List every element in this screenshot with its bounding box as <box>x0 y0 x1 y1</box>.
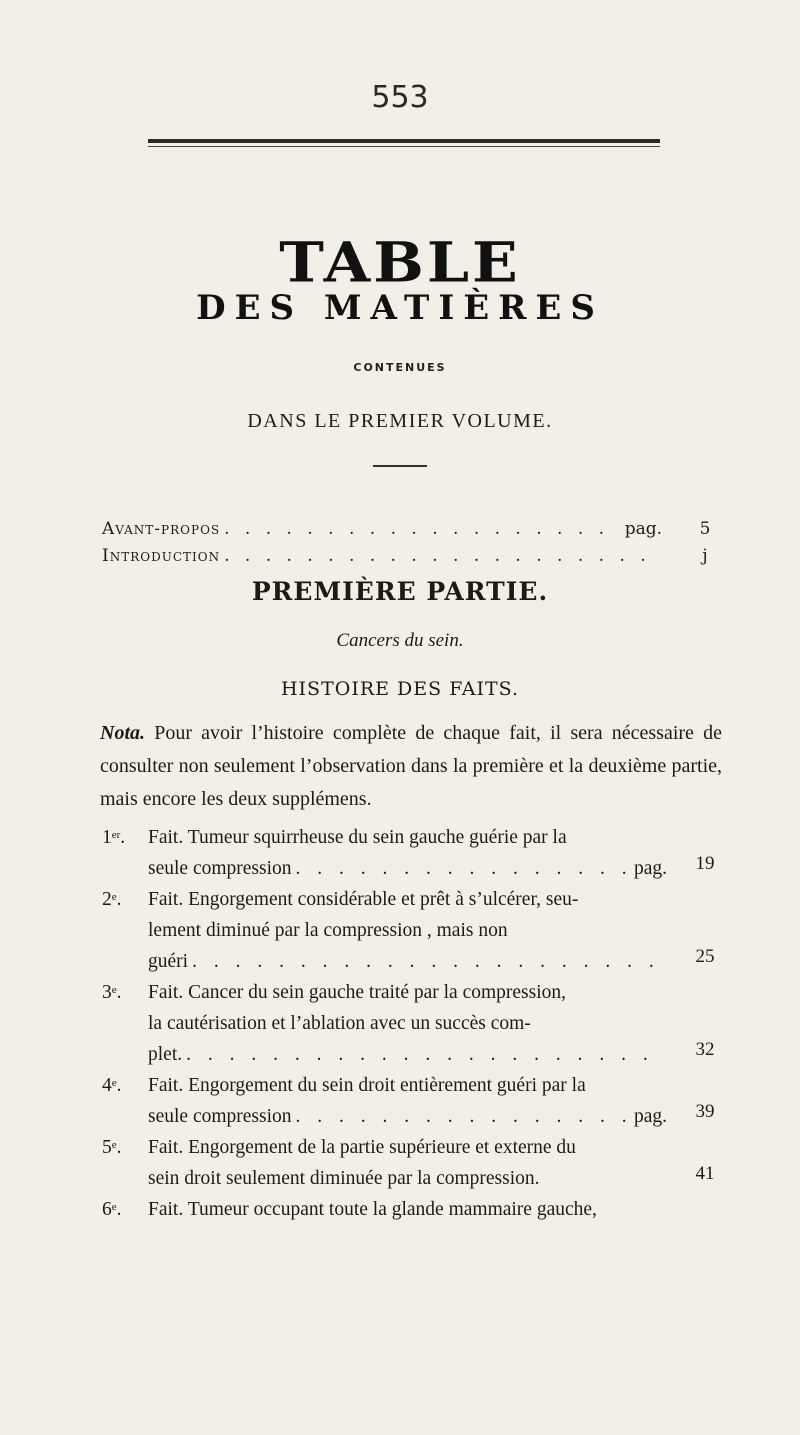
title-contenues: CONTENUES <box>353 361 447 374</box>
fact-text: Fait. Tumeur squirrheuse du sein gauche guérie par la <box>148 827 567 848</box>
fact-text: Fait. Tumeur occupant toute la glande mammaire gauche, <box>148 1199 597 1220</box>
fact-entry-4 <box>102 1070 667 1132</box>
fact-text: sein droit seulement diminuée par la compression. <box>148 1168 540 1189</box>
title-table: TABLE <box>279 230 521 296</box>
nota-label: Nota. <box>100 722 145 744</box>
section-divider <box>373 465 427 467</box>
fact-text: Fait. Cancer du sein gauche traité par la compression, <box>148 982 567 1003</box>
toc-page-number: j <box>702 546 708 566</box>
fact-entry-6 <box>102 1194 667 1225</box>
fact-number: 1er. <box>102 827 126 848</box>
fact-text: seule compression <box>148 1106 292 1127</box>
fact-text: guéri <box>148 951 189 972</box>
nota-text: Pour avoir l’histoire complète de chaque fait, il sera nécessaire de consulter non seulement l’observation dans la première et la deuxième partie, mais encore les deux supplémens. <box>100 722 723 810</box>
page-number: 553 <box>371 80 429 115</box>
dot-leader <box>296 853 630 884</box>
fact-page-number: 25 <box>695 946 715 967</box>
fact-number: 2e. <box>102 889 122 910</box>
fact-entry-1 <box>102 822 667 884</box>
fact-text: Fait. Engorgement considérable et prêt à s’ulcérer, seu- <box>148 889 579 910</box>
fact-page-number: 19 <box>695 853 715 874</box>
fact-number: 3e. <box>102 982 122 1003</box>
toc-page-number: 5 <box>699 519 711 539</box>
fact-entry-5 <box>102 1132 667 1194</box>
toc-entry-introduction <box>102 546 662 572</box>
fact-page-number: 39 <box>695 1101 715 1122</box>
dot-leader <box>296 1101 630 1132</box>
fact-text: Fait. Engorgement de la partie supérieure et externe du <box>148 1137 576 1158</box>
fact-number: 6e. <box>102 1199 122 1220</box>
part-subtitle: Cancers du sein. <box>336 630 464 651</box>
toc-entry-avant-propos <box>102 519 662 545</box>
dot-leader <box>224 546 658 566</box>
fact-text: la cautérisation et l’ablation avec un succès com- <box>148 1013 531 1034</box>
toc-label: Introduction <box>102 546 221 566</box>
fact-pag: pag. <box>633 1106 667 1127</box>
fact-entry-3 <box>102 977 667 1070</box>
fact-entry-2 <box>102 884 667 977</box>
dot-leader <box>192 946 663 977</box>
fact-page-number: 32 <box>695 1039 715 1060</box>
fact-text: lement diminué par la compression , mais non <box>148 920 508 941</box>
fact-number: 4e. <box>102 1075 122 1096</box>
title-des-matieres: DES MATIÈRES <box>196 288 604 328</box>
dot-leader <box>186 1039 663 1070</box>
header-rule-thick <box>148 139 660 143</box>
header-rule-thin <box>148 146 660 147</box>
toc-label: Avant-propos <box>102 519 221 539</box>
fact-text: Fait. Engorgement du sein droit entièrement guéri par la <box>148 1075 586 1096</box>
toc-pag: pag. <box>624 519 662 539</box>
fact-text: seule compression <box>148 858 292 879</box>
fact-text: plet. <box>148 1044 183 1065</box>
fact-number: 5e. <box>102 1137 122 1158</box>
fact-pag: pag. <box>633 858 667 879</box>
fact-page-number: 41 <box>695 1163 715 1184</box>
nota-paragraph <box>100 717 722 816</box>
dot-leader <box>224 519 621 539</box>
title-volume: DANS LE PREMIER VOLUME. <box>247 410 553 432</box>
part-title: PREMIÈRE PARTIE. <box>251 577 549 606</box>
section-heading: HISTOIRE DES FAITS. <box>280 678 520 700</box>
